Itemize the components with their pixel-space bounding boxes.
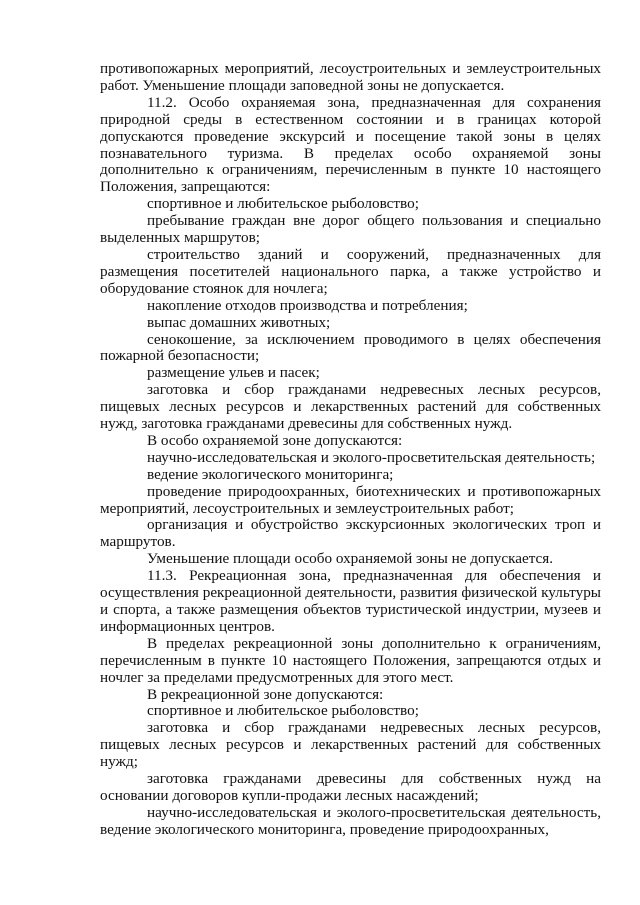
paragraph: Уменьшение площади особо охраняемой зоны не допускается. — [147, 550, 554, 568]
paragraph: В пределах рекреационной зоны дополнительно к ограничениям, перечисленным в пункте 10 настоящего Положения, запрещаются отдых и ночлег за пределами предусмотренных для этого мест. — [100, 634, 601, 686]
list-item: организация и обустройство экскурсионных экологических троп и маршрутов. — [100, 516, 601, 551]
list-item: ведение экологического мониторинга; — [147, 465, 394, 483]
list-item: научно-исследовательская и эколого-просветительская деятельность; — [147, 448, 596, 466]
paragraph-section-11-3: 11.3. Рекреационная зона, предназначенная для обеспечения и осуществления рекреационной деятельности, развития физической культуры и спорта, а также размещения объектов туристической индустрии, музеев и информационных центров. — [100, 567, 601, 635]
list-item: научно-исследовательская и эколого-просветительская деятельность, ведение экологического мониторинга, проведение природоохранных, — [100, 803, 601, 838]
list-item: заготовка и сбор гражданами недревесных лесных ресурсов, пищевых лесных ресурсов и лекарственных растений для собственных нужд; — [100, 719, 601, 771]
list-item: заготовка и сбор гражданами недревесных лесных ресурсов, пищевых лесных ресурсов и лекарственных растений для собственных нужд, заготовка гражданами древесины для собственных нужд. — [100, 381, 601, 433]
document-body — [100, 61, 601, 839]
list-item: сенокошение, за исключением проводимого в целях обеспечения пожарной безопасности; — [100, 330, 601, 365]
paragraph: В особо охраняемой зоне допускаются: — [147, 431, 403, 449]
list-item: проведение природоохранных, биотехнических и противопожарных мероприятий, лесоустроительных и землеустроительных работ; — [100, 482, 601, 517]
list-item: заготовка гражданами древесины для собственных нужд на основании договоров купли-продажи лесных насаждений; — [100, 770, 601, 804]
list-item: выпас домашних животных; — [147, 313, 331, 331]
list-item: спортивное и любительское рыболовство; — [147, 195, 419, 213]
paragraph-section-11-2: 11.2. Особо охраняемая зона, предназначенная для сохранения природной среды в естественном состоянии и в границах которой допускаются проведение экскурсий и посещение такой зоны в целях познавательного туризма. В пределах особо охраняемой зоны дополнительно к ограничениям, перечисленным в пункте 10 настоящего Положения, запрещаются: — [100, 93, 601, 196]
list-item: пребывание граждан вне дорог общего пользования и специально выделенных маршрутов; — [100, 212, 601, 247]
paragraph-continuation: противопожарных мероприятий, лесоустроительных и землеустроительных работ. Уменьшение площади заповедной зоны не допускается. — [100, 60, 601, 94]
list-item: строительство зданий и сооружений, предназначенных для размещения посетителей национального парка, а также устройство и оборудование стоянок для ночлега; — [100, 245, 601, 297]
list-item: накопление отходов производства и потребления; — [147, 296, 468, 314]
list-item: размещение ульев и пасек; — [147, 364, 320, 382]
list-item: спортивное и любительское рыболовство; — [147, 702, 419, 720]
paragraph: В рекреационной зоне допускаются: — [147, 685, 384, 703]
